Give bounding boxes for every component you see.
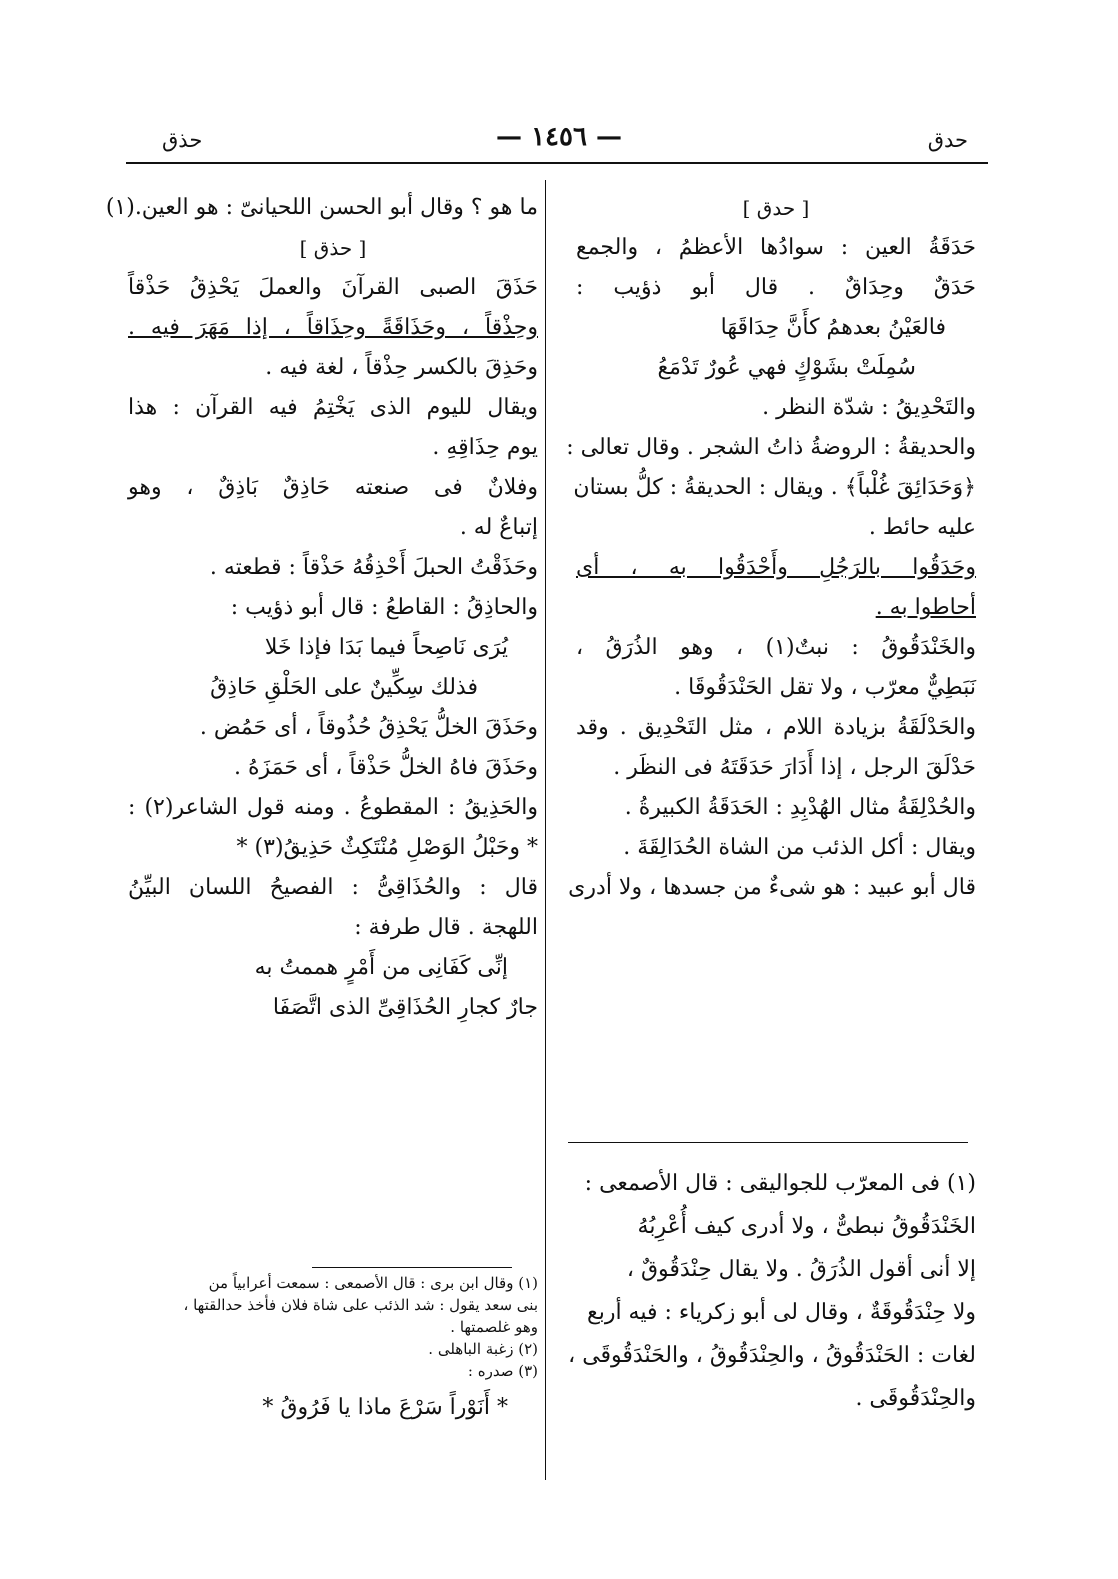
footnote-line: (٢) زغبة الباهلى . xyxy=(428,1340,538,1358)
footnote-line: (١) وقال ابن برى : قال الأصمعى : سمعت أعرابياً من xyxy=(208,1274,538,1292)
text-line: والتَحْدِيقُ : شدّة النظر . xyxy=(762,395,976,420)
text-line: قال : والحُذَاقِىُّ : الفصيحُ اللسان البيِّنُ xyxy=(128,875,538,900)
footnote-verse: * أَنَوْراً سَرْعَ ماذا يا فَرُوقُ * xyxy=(262,1395,508,1420)
text-line: والخَنْدَقُوقُ : نبتٌ(١) ، وهو الذُرَقُ ، xyxy=(576,635,977,660)
footnote-line: لغات : الحَنْدَقُوقُ ، والحِنْدَقُوقُ ، والحَنْدَقُوقَى ، xyxy=(568,1343,976,1368)
running-head-left: حذق xyxy=(162,128,203,152)
text-line: وحَذِقَ بالكسر حِذْقاً ، لغة فيه . xyxy=(265,355,538,380)
footnote-line: (٣) صدره : xyxy=(467,1362,538,1380)
text-line: حَذَقَ الصبى القرآنَ والعملَ يَحْذِقُ حَذْقاً xyxy=(128,275,538,300)
running-head-right: حدق xyxy=(927,128,968,152)
text-line: والحَذِيقُ : المقطوعُ . ومنه قول الشاعر(٢) : xyxy=(128,795,538,820)
footnote-line: والحِنْدَقُوقَى . xyxy=(855,1386,976,1411)
footnote-line: (١) فى المعرّب للجواليقى : قال الأصمعى : xyxy=(584,1171,976,1196)
section-heading: [ حدق ] xyxy=(742,196,810,220)
text-line: ويقال لليوم الذى يَخْتِمُ فيه القرآن : هذا xyxy=(128,395,538,420)
footnote-rule-right xyxy=(568,1142,968,1143)
verse-line: جارٌ كجارِ الحُذَاقِىِّ الذى اتَّصَفَا xyxy=(272,995,538,1020)
text-line: نَبَطِيٌّ معرّب ، ولا تقل الحَنْدَقُوقَا . xyxy=(674,675,976,700)
footnote-line: إلا أنى أقول الذُرَقُ . ولا يقال حِنْدَقُوقٌ ، xyxy=(626,1257,976,1282)
text-line: ﴿وَحَدَائِقَ غُلْباً﴾ . ويقال : الحديقةُ : كلُّ بستان xyxy=(573,475,976,500)
footnotes-right xyxy=(568,1162,976,1420)
text-line: حَدَقٌ وحِدَاقٌ . قال أبو ذؤيب : xyxy=(576,275,976,300)
text-line: اللهجة . قال طرفة : xyxy=(354,915,538,940)
text-line: وحَذَقْتُ الحبلَ أَحْذِقُهُ حَذْقاً : قطعته . xyxy=(209,555,538,580)
footnote-line: وهو غلصمتها . xyxy=(450,1318,538,1336)
footnotes-left xyxy=(128,1272,538,1428)
text-line: حَدْلَقَ الرجل ، إذا أَدَارَ حَدَقَتَهُ فى النظَر . xyxy=(613,755,976,780)
header-rule xyxy=(126,162,988,164)
verse-line: إنِّى كَفَانِى من أَمْرٍ هممتُ به xyxy=(254,955,508,980)
footnote-line: بنى سعد يقول : شد الذئب على شاة فلان فأخذ حدالقتها ، xyxy=(183,1296,538,1314)
verse-line: فالعَيْنُ بعدهمُ كأَنَّ حِدَاقَهَا xyxy=(720,315,946,340)
footnote-rule-left xyxy=(312,1267,512,1268)
footnote-line: الخَنْدَقُوقُ نبطىٌّ ، ولا أدرى كيف أُعْرِبُهُ xyxy=(637,1214,976,1239)
text-line: والحاذِقُ : القاطعُ : قال أبو ذؤيب : xyxy=(230,595,538,620)
verse-line: * وحَبْلُ الوَصْلِ مُنْتَكِثٌ حَذِيقُ(٣) * xyxy=(236,835,538,860)
text-line: وحَدَقُوا بالرَجُلِ وأَحْدَقُوا به ، أى xyxy=(576,555,976,580)
verse-line: يُرَى نَاصِحاً فيما بَدَا فإذا خَلا xyxy=(264,635,508,660)
text-line: وحَذَقَ الخلُّ يَحْذِقُ حُذُوقاً ، أى حَمُض . xyxy=(199,715,538,740)
text-line: ويقال : أكل الذئب من الشاة الحُدَالِقَةَ . xyxy=(623,835,976,860)
text-line: والحُدْلِقَةُ مثال الهُدْبِدِ : الحَدَقَةُ الكبيرةُ . xyxy=(624,795,976,820)
verse-line: سُمِلَتْ بشَوْكٍ فهي عُورٌ تَدْمَعُ xyxy=(657,355,916,380)
text-line: حَدَقَةُ العين : سوادُها الأعظمُ ، والجمع xyxy=(576,235,976,260)
text-line: والحديقةُ : الروضةُ ذاتُ الشجر . وقال تعالى : xyxy=(566,435,976,460)
text-line: وفلانٌ فى صنعته حَاذِقٌ بَاذِقٌ ، وهو xyxy=(128,475,538,500)
text-line: عليه حائط . xyxy=(868,515,976,540)
left-column xyxy=(105,188,538,1028)
text-line: قال أبو عبيد : هو شىءٌ من جسدها ، ولا أدرى xyxy=(568,875,976,900)
verse-line: فذلك سِكِّينٌ على الحَلْقِ حَاذِقُ xyxy=(210,675,478,700)
text-line: ما هو ؟ وقال أبو الحسن اللحيانىّ : هو العين.(١) xyxy=(105,195,538,220)
text-line: يوم حِذَاقِهِ . xyxy=(432,435,538,460)
section-heading: [ حذق ] xyxy=(299,236,367,260)
text-line: وحَذَقَ فاهُ الخلُّ حَذْقاً ، أى حَمَزَهُ . xyxy=(234,755,538,780)
right-column xyxy=(566,188,977,908)
column-divider xyxy=(545,180,546,1480)
text-line: والحَدْلَقَةُ بزيادة اللام ، مثل التَحْدِيق . وقد xyxy=(576,715,976,740)
text-line: وحِذْقاً ، وحَذَاقَةً وحِذَاقاً ، إذا مَهَرَ فيه . xyxy=(128,315,538,340)
text-line: أحاطوا به . xyxy=(875,595,976,620)
page-number: — ١٤٥٦ — xyxy=(496,122,622,152)
footnote-line: ولا حِنْدَقُوقَةٌ ، وقال لى أبو زكرياء : فيه أربع xyxy=(587,1300,976,1325)
text-line: إتباعٌ له . xyxy=(459,515,538,540)
